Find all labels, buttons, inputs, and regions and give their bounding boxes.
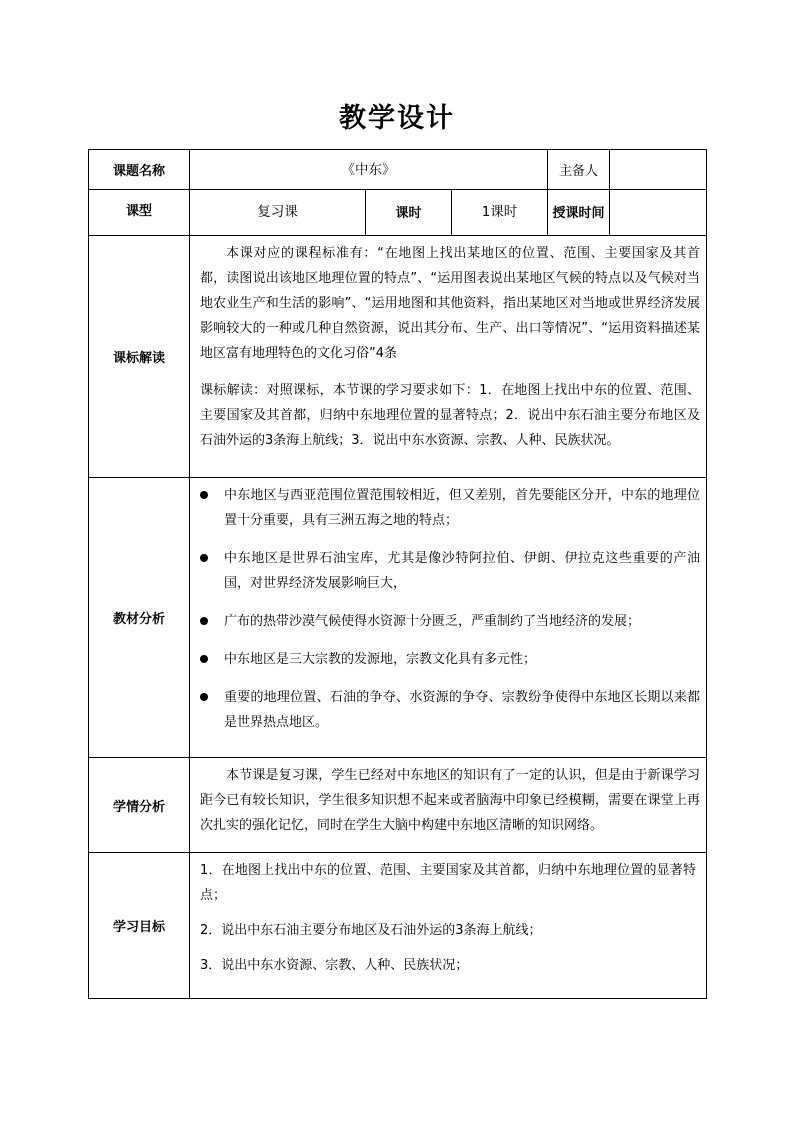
learner-content — [190, 758, 707, 853]
list-item-text: 中东地区是三大宗教的发源地，宗教文化具有多元性； — [224, 652, 537, 667]
objectives-content — [190, 853, 707, 999]
type-label: 课型 — [89, 190, 190, 236]
hours-value: 1课时 — [452, 190, 548, 236]
objectives-label: 学习目标 — [89, 853, 190, 999]
textbook-row — [89, 478, 707, 758]
hours-label: 课时 — [366, 190, 452, 236]
lesson-plan-table — [88, 149, 707, 999]
learner-row — [89, 758, 707, 853]
textbook-list — [198, 483, 700, 735]
objectives-row — [89, 853, 707, 999]
topic-row — [89, 150, 707, 190]
list-item — [198, 647, 700, 672]
bullet-icon — [200, 693, 208, 701]
learner-paragraph: 本节课是复习课，学生已经对中东地区的知识有了一定的认识，但是由于新课学习距今已有较长知识，学生很多知识想不起来或者脑海中印象已经模糊，需要在课堂上再次扎实的强化记忆，同时在学生大脑中构建中东地区清晰的知识网络。 — [200, 768, 701, 833]
list-item — [198, 609, 700, 634]
textbook-content — [190, 478, 707, 758]
bullet-icon — [200, 617, 208, 625]
list-item-text: 中东地区与西亚范围位置范围较相近，但又差别，首先要能区分开，中东的地理位置十分重要，具有三洲五海之地的特点； — [224, 488, 701, 528]
standard-label: 课标解读 — [89, 236, 190, 478]
learner-label: 学情分析 — [89, 758, 190, 853]
list-item-text: 重要的地理位置、石油的争夺、水资源的争夺、宗教纷争使得中东地区长期以来都是世界热点地区。 — [224, 690, 701, 730]
topic-label: 课题名称 — [89, 150, 190, 190]
preparer-value — [610, 150, 707, 190]
objective-item: 2．说出中东石油主要分布地区及石油外运的3条海上航线； — [200, 923, 542, 938]
bullet-icon — [200, 491, 208, 499]
type-row — [89, 190, 707, 236]
standard-row — [89, 236, 707, 478]
list-item — [198, 546, 700, 596]
standard-content — [190, 236, 707, 478]
bullet-icon — [200, 554, 208, 562]
objective-item: 1．在地图上找出中东的位置、范围、主要国家及其首都，归纳中东地理位置的显著特点； — [200, 863, 697, 903]
standard-paragraph: 本课对应的课程标准有：“在地图上找出某地区的位置、范围、主要国家及其首都，读图说出该地区地理位置的特点”、“运用图表说出某地区气候的特点以及气候对当地农业生产和生活的影响”、“运用地图和其他资料，指出某地区对当地或世界经济发展影响较大的一种或几种自然资源，说出其分布、生产、出口等情况”、“运用资料描述某地区富有地理特色的文化习俗”4条 — [200, 246, 701, 361]
list-item-text: 中东地区是世界石油宝库，尤其是像沙特阿拉伯、伊朗、伊拉克这些重要的产油国，对世界经济发展影响巨大， — [224, 551, 701, 591]
objective-item: 3．说出中东水资源、宗教、人种、民族状况； — [200, 958, 469, 973]
type-value: 复习课 — [190, 190, 366, 236]
date-label: 授课时间 — [548, 190, 610, 236]
page-title: 教学设计 — [339, 103, 455, 134]
standard-interpretation: 课标解读：对照课标，本节课的学习要求如下：1．在地图上找出中东的位置、范围、主要国家及其首都，归纳中东地理位置的显著特点；2．说出中东石油主要分布地区及石油外运的3条海上航线；3．说出中东水资源、宗教、人种、民族状况。 — [200, 383, 701, 448]
list-item — [198, 483, 700, 533]
preparer-label: 主备人 — [548, 150, 610, 190]
topic-value: 《中东》 — [190, 150, 548, 190]
bullet-icon — [200, 655, 208, 663]
date-value — [610, 190, 707, 236]
textbook-label: 教材分析 — [89, 478, 190, 758]
list-item-text: 广布的热带沙漠气候使得水资源十分匮乏，严重制约了当地经济的发展； — [224, 614, 641, 629]
list-item — [198, 685, 700, 735]
